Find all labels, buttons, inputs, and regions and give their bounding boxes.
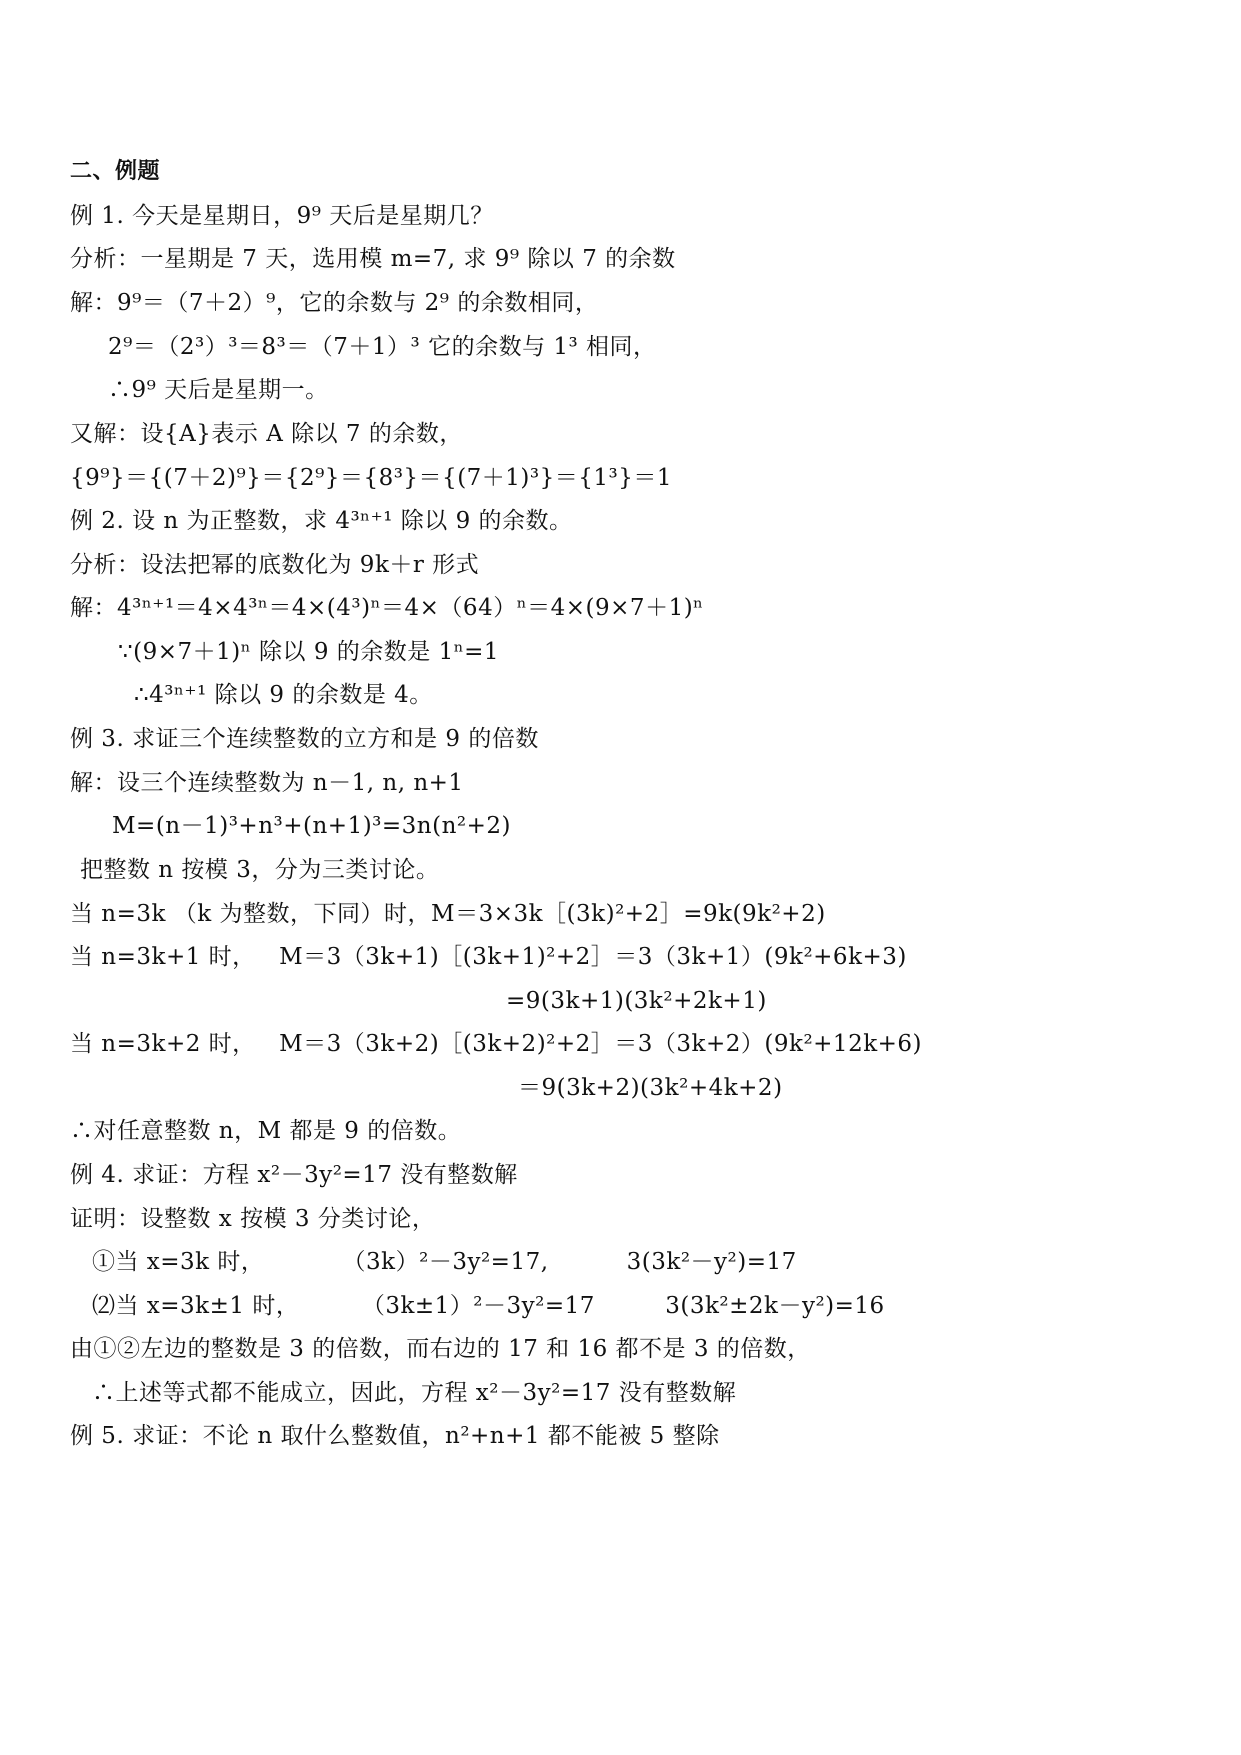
example-1-alt-solution: 又解：设{A}表示 A 除以 7 的余数， <box>70 421 463 447</box>
example-4-case-2: ⑵当 x=3k±1 时， （3k±1）²－3y²=17 3(3k²±2k－y²)=16 <box>92 1293 885 1319</box>
example-3-case-3-result: ＝9(3k+2)(3k²+4k+2) <box>518 1075 783 1101</box>
example-3-case-2-result: =9(3k+1)(3k²+2k+1) <box>506 988 767 1014</box>
example-2-title: 例 2. 设 n 为正整数，求 4³ⁿ⁺¹ 除以 9 的余数。 <box>70 508 573 534</box>
example-1-conclusion: ∴9⁹ 天后是星期一。 <box>108 377 329 403</box>
example-3-conclusion: ∴对任意整数 n，M 都是 9 的倍数。 <box>70 1118 462 1144</box>
example-5-title: 例 5. 求证：不论 n 取什么整数值，n²+n+1 都不能被 5 整除 <box>70 1423 720 1449</box>
example-4-conclusion: ∴上述等式都不能成立，因此，方程 x²－3y²=17 没有整数解 <box>92 1380 737 1406</box>
example-1-solution-line-2: 2⁹＝（2³）³＝8³＝（7＋1）³ 它的余数与 1³ 相同， <box>108 334 657 360</box>
example-3-case-2: 当 n=3k+1 时， M＝3（3k+1)［(3k+1)²+2］＝3（3k+1）(9k²+6k+3) <box>70 944 907 970</box>
example-4-proof: 证明：设整数 x 按模 3 分类讨论， <box>70 1206 436 1232</box>
example-1-alt-equation: {9⁹}＝{(7＋2)⁹}＝{2⁹}＝{8³}＝{(7＋1)³}＝{1³}＝1 <box>70 465 673 491</box>
example-3-solution: 解：设三个连续整数为 n－1, n, n+1 <box>70 770 464 796</box>
example-3-equation: M=(n－1)³+n³+(n+1)³=3n(n²+2) <box>112 813 511 839</box>
example-4-reasoning: 由①②左边的整数是 3 的倍数，而右边的 17 和 16 都不是 3 的倍数， <box>70 1336 811 1362</box>
example-1-solution-line-1: 解：9⁹＝（7＋2）⁹，它的余数与 2⁹ 的余数相同， <box>70 290 599 316</box>
example-2-conclusion: ∴4³ⁿ⁺¹ 除以 9 的余数是 4。 <box>134 682 433 708</box>
example-2-solution: 解：4³ⁿ⁺¹＝4×4³ⁿ＝4×(4³)ⁿ＝4×（64）ⁿ＝4×(9×7＋1)ⁿ <box>70 595 704 621</box>
example-3-method: 把整数 n 按模 3，分为三类讨论。 <box>80 857 440 883</box>
example-4-case-1: ①当 x=3k 时， （3k）²－3y²=17, 3(3k²－y²)=17 <box>92 1249 797 1275</box>
example-3-case-3: 当 n=3k+2 时， M＝3（3k+2)［(3k+2)²+2］＝3（3k+2）(9k²+12k+6) <box>70 1031 923 1057</box>
section-heading: 二、例题 <box>70 159 161 184</box>
example-3-case-1: 当 n=3k （k 为整数，下同）时，M＝3×3k［(3k)²+2］=9k(9k²+2) <box>70 901 826 927</box>
example-3-title: 例 3. 求证三个连续整数的立方和是 9 的倍数 <box>70 726 539 752</box>
example-1-title: 例 1. 今天是星期日，9⁹ 天后是星期几？ <box>70 203 494 229</box>
example-2-analysis: 分析：设法把幂的底数化为 9k＋r 形式 <box>70 552 480 578</box>
example-2-because: ∵(9×7＋1)ⁿ 除以 9 的余数是 1ⁿ=1 <box>118 639 500 665</box>
example-4-title: 例 4. 求证：方程 x²－3y²=17 没有整数解 <box>70 1162 518 1188</box>
example-1-analysis: 分析：一星期是 7 天，选用模 m=7, 求 9⁹ 除以 7 的余数 <box>70 246 676 272</box>
